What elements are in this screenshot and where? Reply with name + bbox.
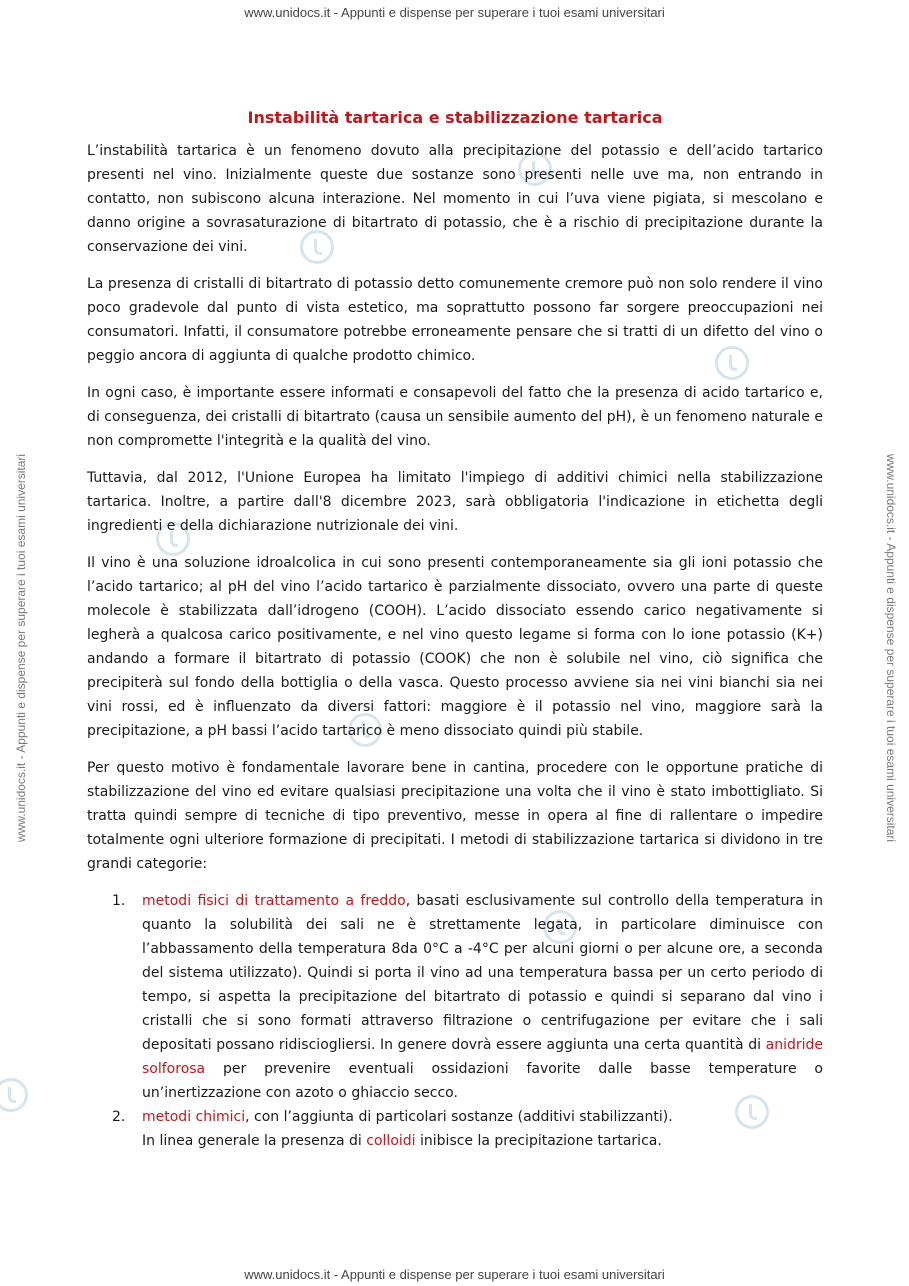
watermark-right: www.unidocs.it - Appunti e dispense per superare i tuoi esami universitari xyxy=(884,453,898,843)
list-text: , con l’aggiunta di particolari sostanze (additivi stabilizzanti). xyxy=(245,1109,673,1125)
list-text: per prevenire eventuali ossidazioni favorite dalle basse temperature o un’inertizzazione con azoto o ghiaccio secco. xyxy=(142,1061,823,1101)
list-text: In linea generale la presenza di xyxy=(142,1133,367,1149)
document-page xyxy=(87,108,823,1153)
paragraph: In ogni caso, è importante essere informati e consapevoli del fatto che la presenza di acido tartarico e, di conseguenza, dei cristalli di bitartrato (causa un sensibile aumento del pH), è un fenomeno naturale e non compromette l'integrità e la qualità del vino. xyxy=(87,385,823,449)
paragraph: La presenza di cristalli di bitartrato di potassio detto comunemente cremore può non solo rendere il vino poco gradevole dal punto di vista estetico, ma soprattutto possono far sorgere preoccupazioni nei consumatori. Infatti, il consumatore potrebbe erroneamente pensare che si tratti di un difetto del vino o peggio ancora di aggiunta di qualche prodotto chimico. xyxy=(87,276,823,364)
paragraph: Il vino è una soluzione idroalcolica in cui sono presenti contemporaneamente sia gli ioni potassio che l’acido tartarico; al pH del vino l’acido tartarico è parzialmente dissociato, ovvero una parte di queste molecole è stabilizzata dall’idrogeno (COOH). L’acido dissociato essendo carico negativamente si legherà a qualcosa carico positivamente, e nel vino questo legame si forma con lo ione potassio (K+) andando a formare il bitartrato di potassio (COOK) che non è solubile nel vino, ciò significa che precipiterà sul fondo della bottiglia o della vasca. Questo processo avviene sia nei vini bianchi sia nei vini rossi, ed è influenzato da diversi fattori: maggiore è il potassio nel vino, maggiore sarà la precipitazione, a pH bassi l’acido tartarico è meno dissociato quindi più stabile. xyxy=(87,555,823,739)
document-title: Instabilità tartarica e stabilizzazione tartarica xyxy=(247,108,663,127)
methods-list xyxy=(87,889,823,1153)
list-subline xyxy=(142,1129,823,1153)
paragraph: Tuttavia, dal 2012, l'Unione Europea ha limitato l'impiego di additivi chimici nella stabilizzazione tartarica. Inoltre, a partire dall'8 dicembre 2023, sarà obbligatoria l'indicazione in etichetta degli ingredienti e della dichiarazione nutrizionale dei vini. xyxy=(87,470,823,534)
list-item xyxy=(87,1105,823,1153)
list-item xyxy=(87,889,823,1105)
paragraph: Per questo motivo è fondamentale lavorare bene in cantina, procedere con le opportune pratiche di stabilizzazione del vino ed evitare qualsiasi precipitazione una volta che il vino è stato imbottigliato. Si tratta quindi sempre di tecniche di tipo preventivo, messe in opera al fine di rallentare o impedire totalmente ogni ulteriore formazione di precipitati. I metodi di stabilizzazione tartarica si dividono in tre grandi categorie: xyxy=(87,760,823,872)
list-text: , basati esclusivamente sul controllo della temperatura in quanto la solubilità dei sali ne è strettamente legata, in particolare diminuisce con l’abbassamento della temperatura 8da 0°C a -4°C per alcuni giorni o per alcune ore, a seconda del sistema utilizzato). Quindi si porta il vino ad una temperatura bassa per un certo periodo di tempo, si aspetta la precipitazione del bitartrato di potassio e quindi si separano dal vino i cristalli che si sono formati attraverso filtrazione o centrifugazione per evitare che i sali depositati possano ridisciogliersi. In genere dovrà essere aggiunta una certa quantità di xyxy=(142,893,823,1053)
list-number: 2. xyxy=(112,1109,126,1125)
paragraph: L’instabilità tartarica è un fenomeno dovuto alla precipitazione del potassio e dell’acido tartarico presenti nel vino. Inizialmente queste due sostanze sono presenti nelle uve ma, non entrando in contatto, non subiscono alcuna interazione. Nel momento in cui l’uva viene pigiata, si mescolano e danno origine a sovrasaturazione di bitartrato di potassio, che è a rischio di precipitazione durante la conservazione dei vini. xyxy=(87,143,823,255)
list-highlight: colloidi xyxy=(366,1133,416,1149)
list-highlight: metodi chimici xyxy=(142,1109,246,1125)
watermark-bottom: www.unidocs.it - Appunti e dispense per superare i tuoi esami universitari xyxy=(244,1267,665,1282)
list-highlight: anidride solforosa xyxy=(142,1037,823,1077)
list-number: 1. xyxy=(112,893,126,909)
list-text: inibisce la precipitazione tartarica. xyxy=(415,1133,662,1149)
list-highlight: metodi fisici di trattamento a freddo xyxy=(142,893,406,909)
watermark-top: www.unidocs.it - Appunti e dispense per superare i tuoi esami universitari xyxy=(244,5,665,20)
watermark-left: www.unidocs.it - Appunti e dispense per superare i tuoi esami universitari xyxy=(14,453,28,843)
unidocs-logo-icon xyxy=(0,1078,28,1112)
